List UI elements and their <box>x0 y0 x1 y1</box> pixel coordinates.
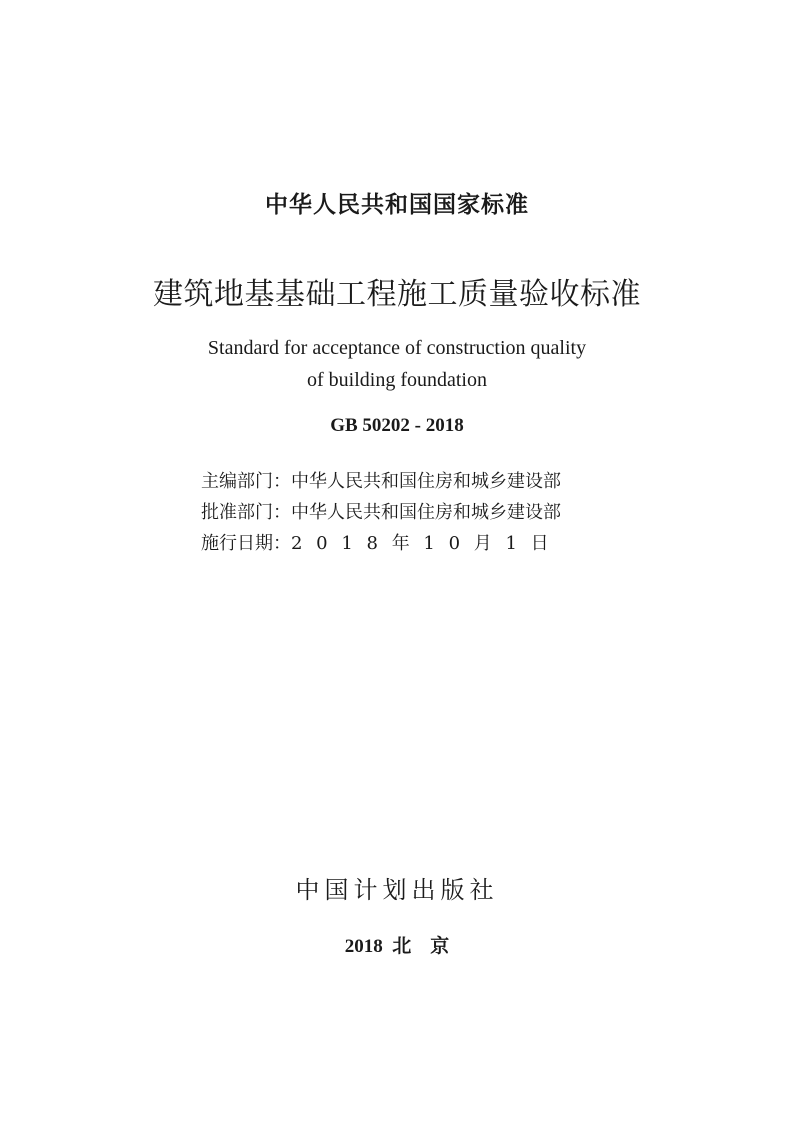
english-title <box>0 332 794 396</box>
editor-value: 中华人民共和国住房和城乡建设部 <box>291 471 561 492</box>
approver-label: 批准部门： <box>201 502 291 523</box>
publication-year-place: 2018 北 京 <box>344 936 450 957</box>
approver-row <box>201 497 621 528</box>
editor-label: 主编部门： <box>201 471 291 492</box>
issuing-info-block <box>201 466 621 559</box>
effective-date-value: 2 0 1 8 年 1 0 月 1 日 <box>291 533 553 554</box>
standard-series-heading: 中华人民共和国国家标准 <box>265 192 529 218</box>
editor-row <box>201 466 621 497</box>
approver-value: 中华人民共和国住房和城乡建设部 <box>291 502 561 523</box>
chinese-title: 建筑地基基础工程施工质量验收标准 <box>153 277 641 312</box>
effective-date-label: 施行日期： <box>201 533 291 554</box>
english-title-line-1: Standard for acceptance of construction quality <box>207 337 587 359</box>
effective-date-row <box>201 528 621 559</box>
english-title-line-2: of building foundation <box>307 369 487 391</box>
standard-code: GB 50202 - 2018 <box>330 415 464 436</box>
publisher-name: 中国计划出版社 <box>295 876 499 904</box>
